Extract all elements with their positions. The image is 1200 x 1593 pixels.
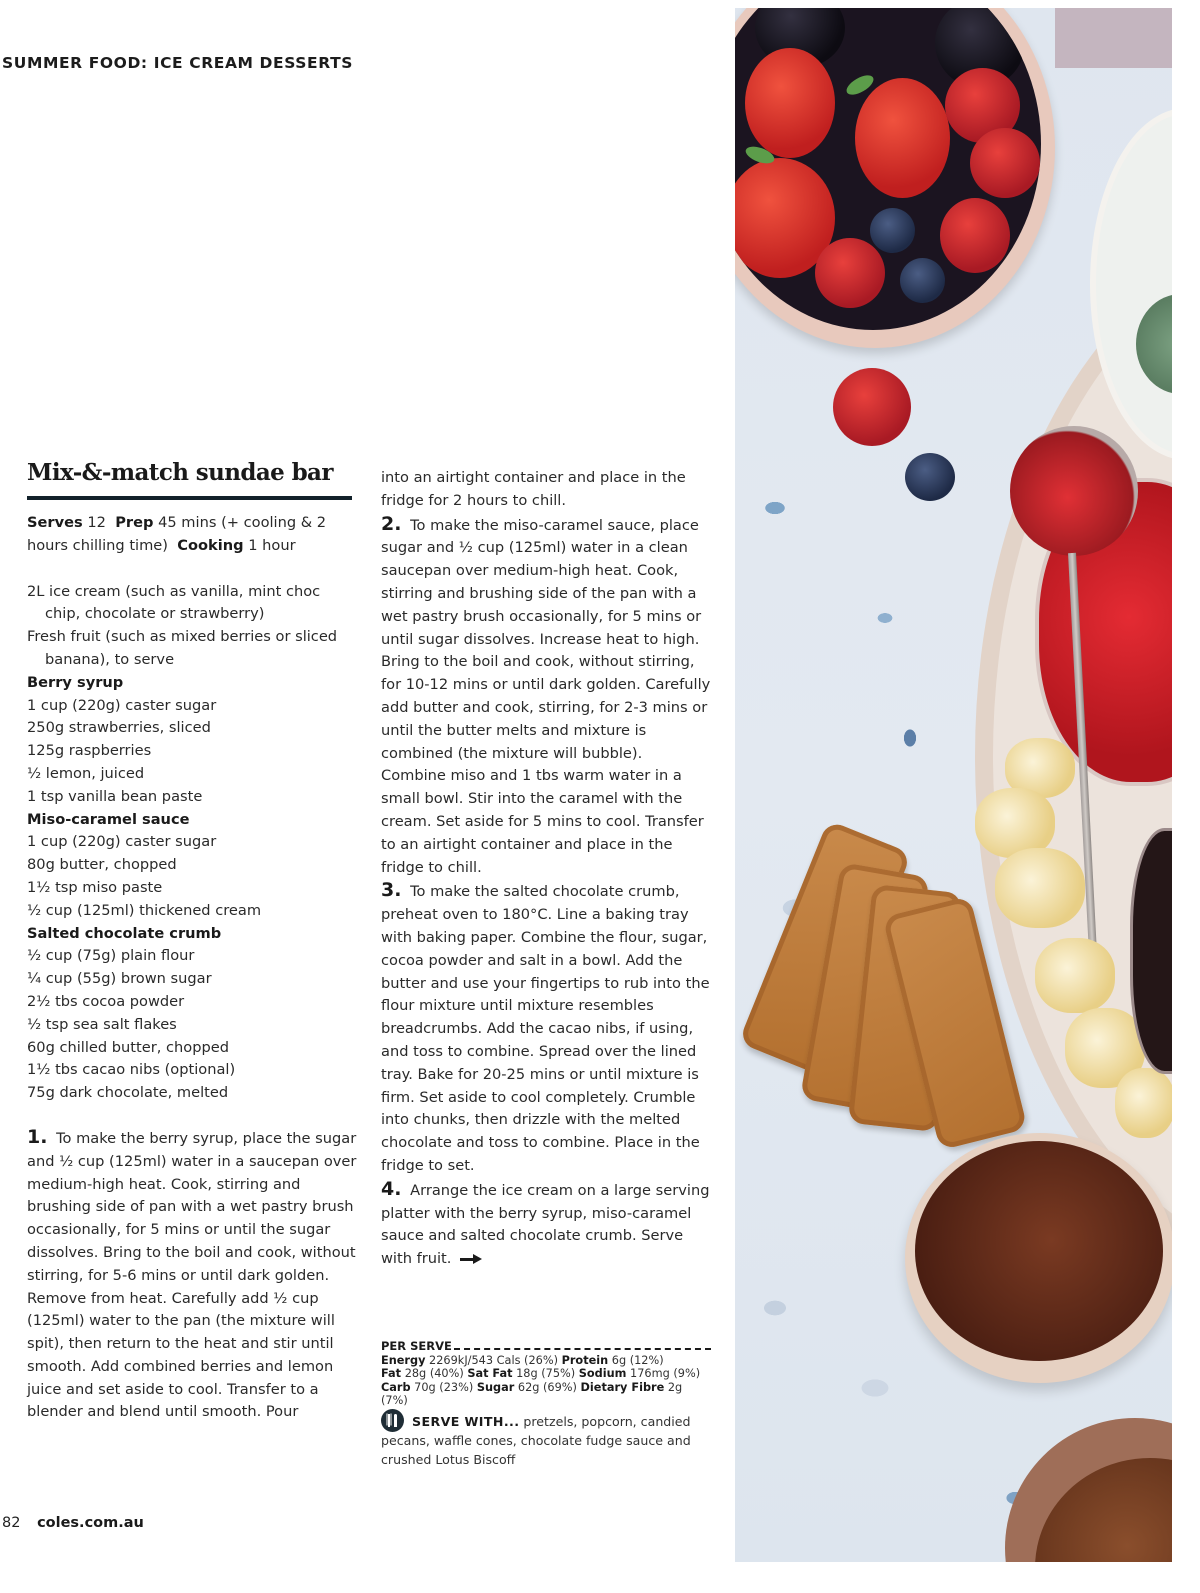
ingredient-item: 125g raspberries	[27, 742, 152, 760]
nutrient-value: 176mg (9%)	[630, 1367, 701, 1380]
method-step-2	[381, 513, 711, 880]
serve-with-tip	[381, 1409, 711, 1469]
method-step-1-continued	[381, 467, 711, 513]
nutrition-heading-row	[381, 1340, 711, 1354]
dashed-divider	[454, 1348, 711, 1350]
ingredient-item: ½ lemon, juiced	[27, 764, 145, 782]
serves-value: 12	[87, 514, 106, 531]
cooking-label: Cooking	[177, 536, 244, 554]
nutrient-label: Sat Fat	[467, 1367, 513, 1380]
cutlery-icon	[381, 1409, 404, 1432]
nutrient-label: Sodium	[578, 1367, 627, 1380]
section-label: SUMMER FOOD: ICE CREAM DESSERTS	[2, 54, 354, 72]
site-link[interactable]: coles.com.au	[37, 1515, 144, 1531]
loose-raspberry	[833, 368, 911, 446]
recipe-column-2	[381, 467, 711, 1271]
ingredient-group-heading: Salted chocolate crumb	[27, 924, 222, 942]
miso-caramel-bowl	[905, 1133, 1172, 1383]
popcorn	[1115, 1068, 1172, 1138]
nutrition-line-3	[381, 1381, 711, 1408]
step-number: 4.	[381, 1177, 402, 1200]
cooking-value: 1 hour	[248, 536, 296, 554]
ingredient-item: 2L ice cream (such as vanilla, mint choc chip, chocolate or strawberry)	[27, 582, 321, 623]
nutrient-value: 18g (75%)	[516, 1367, 576, 1380]
page-number: 82	[2, 1515, 21, 1531]
nutrient-label: Carb	[381, 1380, 411, 1394]
nutrient-label: Sugar	[476, 1380, 515, 1394]
nutrition-panel	[381, 1340, 711, 1408]
method-step-1	[27, 1126, 357, 1424]
method-step-3	[381, 879, 711, 1177]
candied-pecan-bowl	[1005, 1418, 1172, 1562]
linen-cloth	[1055, 8, 1172, 68]
nutrient-value: 2g (7%)	[381, 1380, 683, 1407]
serve-with-text: pretzels, popcorn, candied pecans, waffle cones, chocolate fudge sauce and crushed Lotus Biscoff	[381, 1414, 691, 1467]
ingredient-list	[27, 581, 357, 1105]
step-text: into an airtight container and place in the fridge for 2 hours to chill.	[381, 469, 686, 509]
nutrition-line-2	[381, 1367, 711, 1381]
nutrient-value: 28g (40%)	[404, 1367, 464, 1380]
step-number: 3.	[381, 879, 402, 902]
ingredient-item: 1 cup (220g) caster sugar	[27, 833, 217, 851]
step-number: 2.	[381, 512, 402, 535]
popcorn	[1035, 938, 1115, 1013]
arrow-right-icon	[460, 1254, 482, 1264]
ingredient-item: ½ cup (125ml) thickened cream	[27, 901, 262, 919]
ingredient-item: 1 cup (220g) caster sugar	[27, 696, 217, 714]
ingredient-item: 1½ tbs cacao nibs (optional)	[27, 1061, 236, 1079]
nutrient-value: 62g (69%)	[517, 1380, 577, 1394]
nutrient-value: 70g (23%)	[414, 1380, 474, 1394]
serves-label: Serves	[27, 514, 83, 531]
ingredient-item: 2½ tbs cocoa powder	[27, 992, 185, 1010]
serve-with-label: SERVE WITH...	[412, 1414, 520, 1429]
ingredient-item: 60g chilled butter, chopped	[27, 1038, 229, 1056]
ingredient-item: Fresh fruit (such as mixed berries or sliced banana), to serve	[27, 628, 338, 668]
sundae-bar-photo	[735, 8, 1172, 1562]
step-text: Arrange the ice cream on a large serving platter with the berry syrup, miso-caramel sauce and salted chocolate crumb. Serve with fruit.	[381, 1181, 710, 1268]
ingredient-item: 250g strawberries, sliced	[27, 719, 211, 737]
recipe-column-1	[27, 512, 357, 1424]
step-text: To make the salted chocolate crumb, preheat oven to 180°C. Line a baking tray with baking paper. Combine the flour, sugar, cocoa powder and salt in a bowl. Add the butter and use your fingertips to rub into the flour mixture until mixture resembles breadcrumbs. Add the cacao nibs, if using, and toss to combine. Spread over the lined tray. Bake for 20-25 mins or until mixture is firm. Set aside to cool completely. Crumble into chunks, then drizzle with the melted chocolate and toss to combine. Place in the fridge to set.	[381, 883, 710, 1174]
nutrient-label: Fat	[381, 1367, 402, 1380]
method-step-4	[381, 1178, 711, 1271]
nutrient-label: Protein	[561, 1353, 609, 1367]
nutrient-label: Energy	[381, 1353, 426, 1367]
ingredient-group-heading: Berry syrup	[27, 673, 124, 691]
ingredient-group-heading: Miso-caramel sauce	[27, 810, 190, 828]
nutrient-value: 6g (12%)	[611, 1353, 664, 1367]
nutrition-heading: PER SERVE	[381, 1339, 452, 1353]
prep-label: Prep	[115, 514, 154, 531]
ingredient-item: ½ cup (75g) plain flour	[27, 947, 195, 965]
ingredient-item: 80g butter, chopped	[27, 856, 177, 874]
recipe-title: Mix-&-match sundae bar	[27, 459, 333, 486]
ingredient-item: 1 tsp vanilla bean paste	[27, 787, 203, 805]
nutrition-line-1	[381, 1354, 711, 1368]
ingredient-item: 75g dark chocolate, melted	[27, 1084, 229, 1102]
recipe-meta	[27, 512, 357, 558]
ingredient-item: 1½ tsp miso paste	[27, 878, 163, 896]
nutrient-label: Dietary Fibre	[580, 1380, 665, 1394]
page-footer	[2, 1515, 144, 1531]
step-number: 1.	[27, 1125, 48, 1148]
loose-blueberry	[905, 453, 955, 501]
syrup-spoon	[1010, 426, 1138, 556]
step-text: To make the berry syrup, place the sugar and ½ cup (125ml) water in a saucepan over medium-high heat. Cook, stirring and brushing side of pan with a wet pastry brush occasionally, for 5 mins or until the sugar dissolves. Bring to the boil and cook, without stirring, for 5-6 mins or until dark golden. Remove from heat. Carefully add ½ cup (125ml) water to the pan (the mixture will spit), then return to the heat and stir until smooth. Add combined berries and lemon juice and set aside to cool. Transfer to a blender and blend until smooth. Pour	[27, 1129, 357, 1421]
nutrient-value: 2269kJ/543 Cals (26%)	[429, 1353, 558, 1367]
popcorn	[995, 848, 1085, 928]
berry-bowl	[735, 8, 1055, 348]
ingredient-item: ¼ cup (55g) brown sugar	[27, 970, 212, 988]
prep-value: 45 mins (+ cooling & 2 hours chilling time)	[27, 514, 327, 554]
step-text: To make the miso-caramel sauce, place sugar and ½ cup (125ml) water in a clean saucepan over medium-high heat. Cook, stirring and brushing side of the pan with a wet pastry brush occasionally, for 5 mins or until sugar dissolves. Increase heat to high. Bring to the boil and cook, without stirring, for 10-12 mins or until dark golden. Carefully add butter and cook, stirring, for 2-3 mins or until the butter melts and mixture is combined (the mixture will bubble). Combine miso and 1 tbs warm water in a small bowl. Stir into the caramel with the cream. Set aside for 5 mins to cool. Transfer to an airtight container and place in the fridge to chill.	[381, 516, 711, 876]
ingredient-item: ½ tsp sea salt flakes	[27, 1015, 177, 1033]
title-divider	[27, 496, 352, 500]
